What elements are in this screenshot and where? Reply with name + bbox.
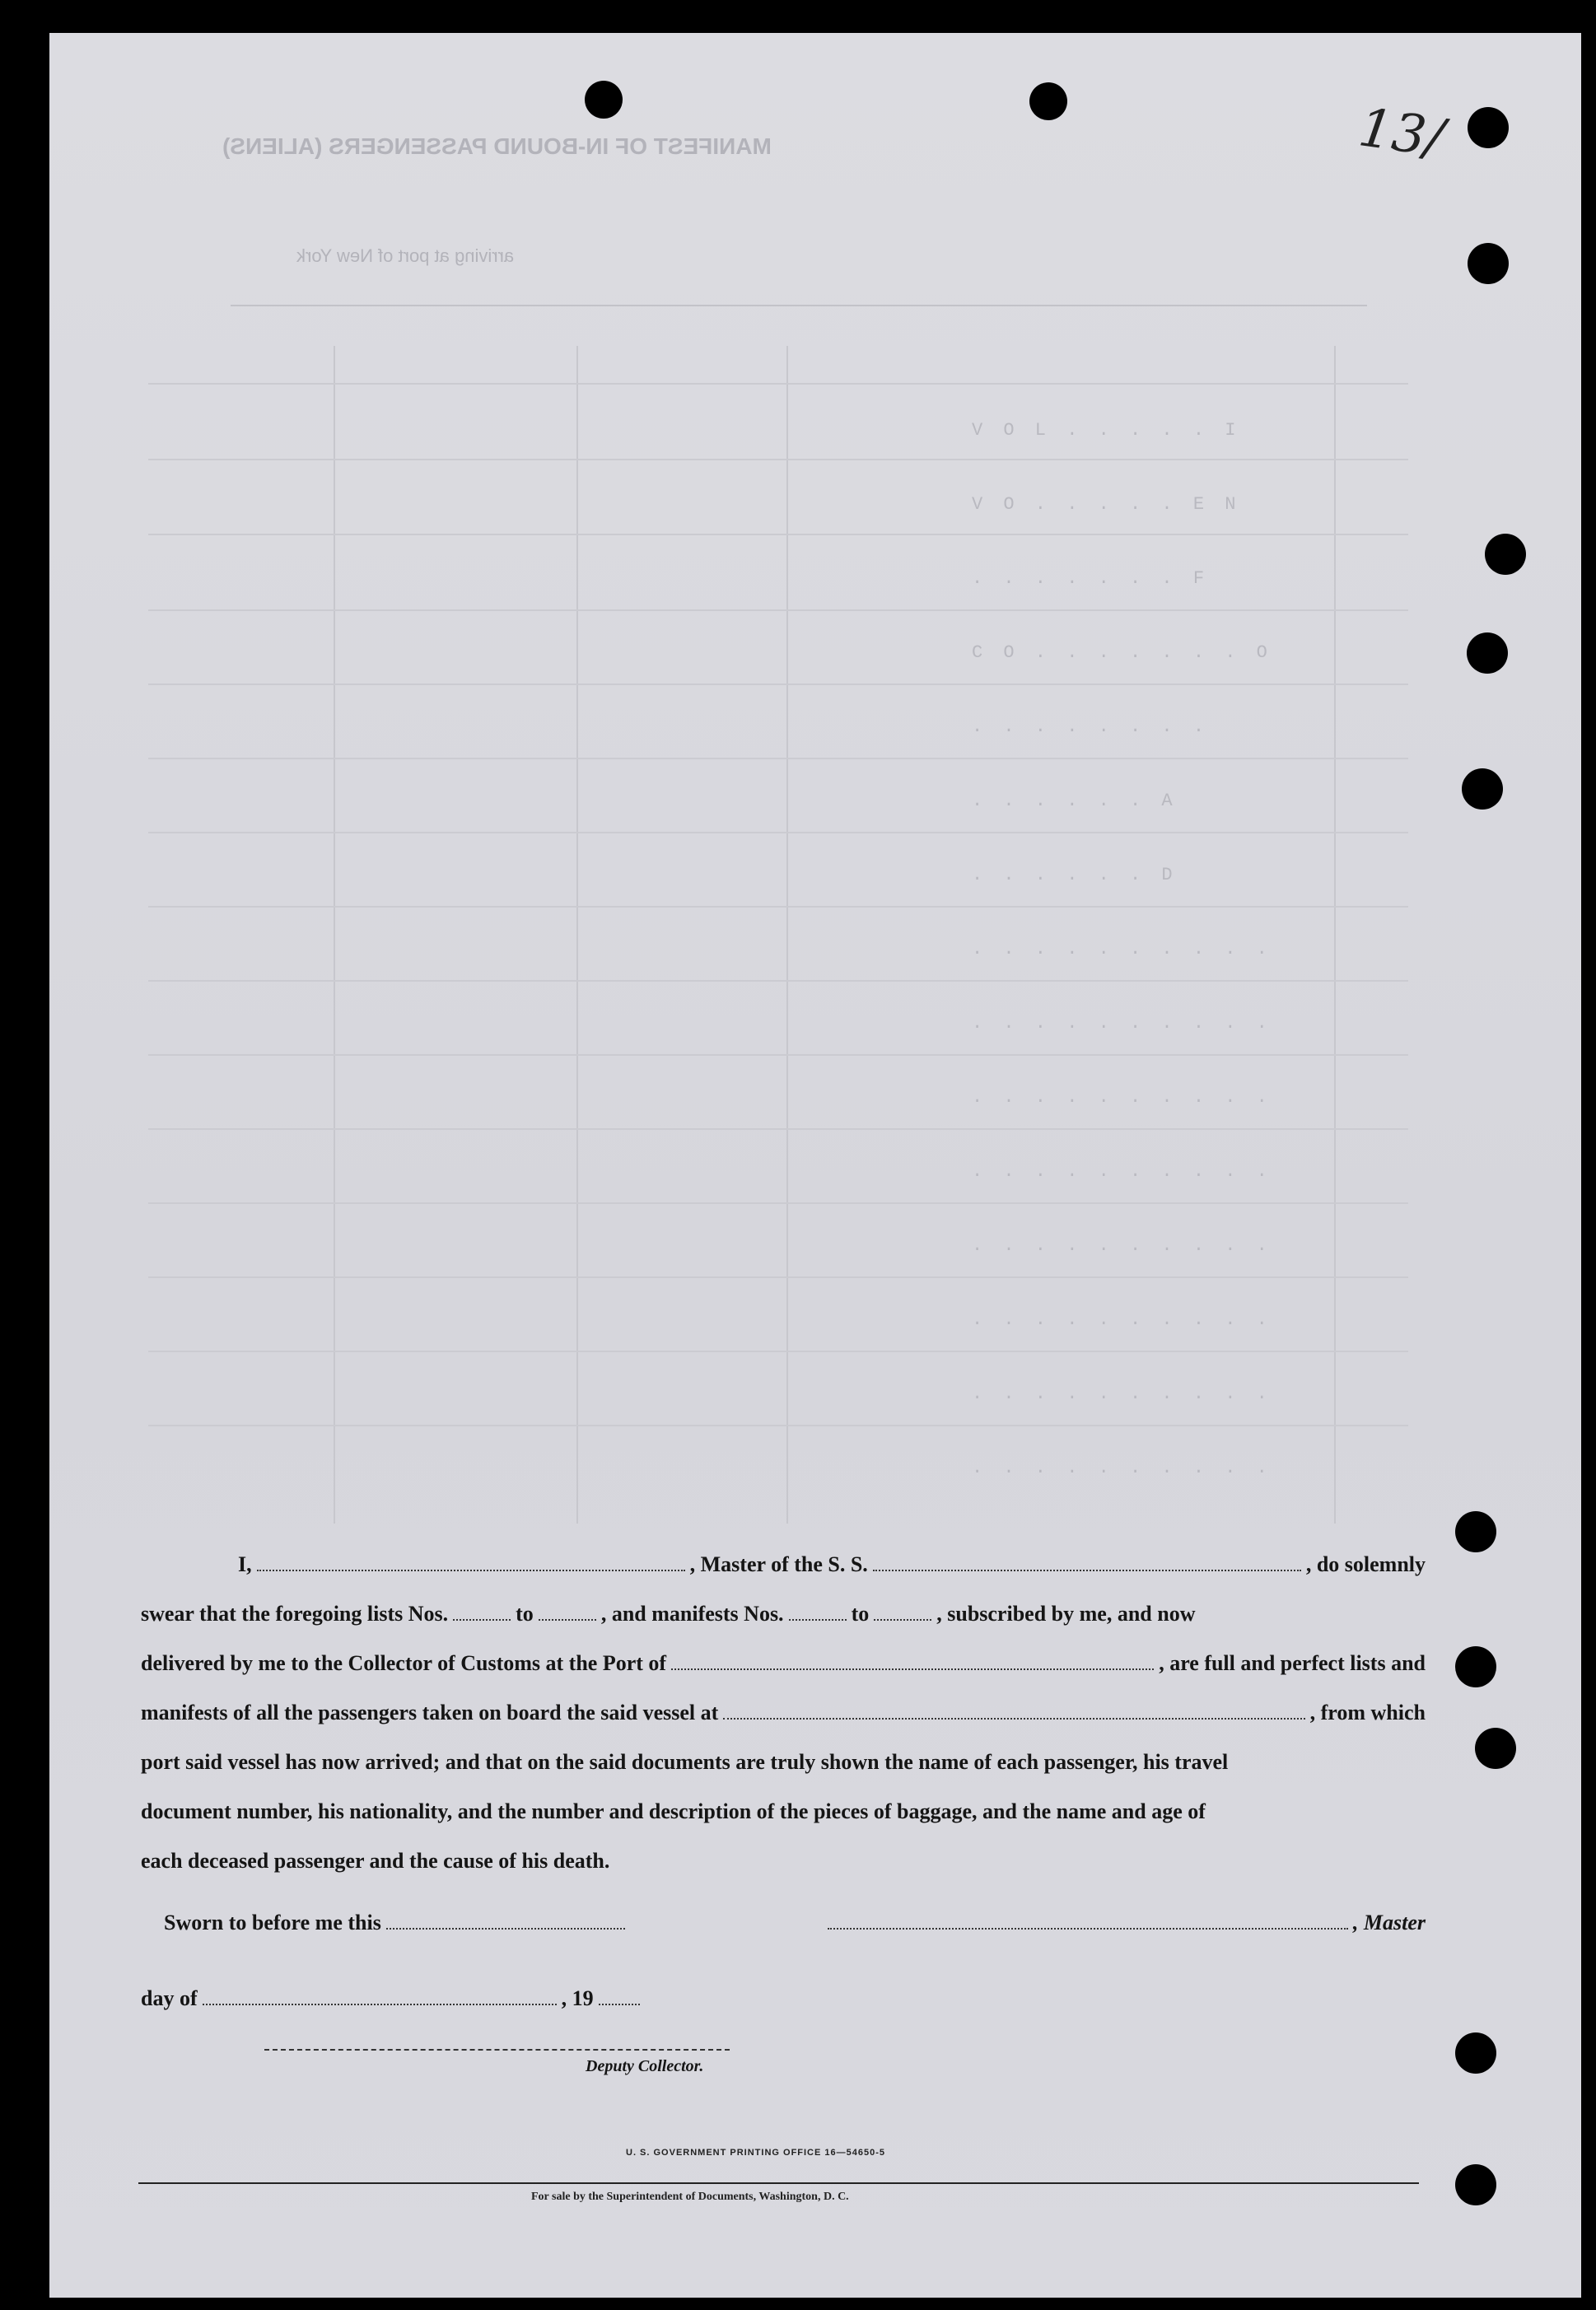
punch-hole [1462, 768, 1503, 810]
declaration-line-2 [141, 1602, 1426, 1635]
punch-hole [1467, 632, 1508, 674]
ghost-row-text: . . . . . . . . . . [972, 1087, 1272, 1108]
deputy-signature-line[interactable] [264, 2049, 730, 2051]
ghost-row-line [148, 684, 1408, 685]
declaration-line-6 [141, 1799, 1426, 1832]
declaration-line-5 [141, 1750, 1426, 1783]
ghost-row-text: . . . . . . . . . . [972, 1384, 1272, 1404]
master-label: , Master [1352, 1911, 1426, 1934]
ghost-row-line [148, 758, 1408, 759]
ghost-row-text: V O L . . . . . I [972, 420, 1241, 441]
declaration-i: I, [238, 1552, 252, 1576]
punch-hole [1029, 82, 1067, 120]
year-field[interactable] [599, 1987, 640, 2005]
manifests-to-field[interactable] [874, 1603, 931, 1621]
punch-hole [1475, 1728, 1516, 1769]
punch-hole [1468, 107, 1509, 148]
ghost-header-arriving: arriving at port of New York [296, 245, 515, 266]
ghost-row-line [148, 534, 1408, 535]
ghost-row-line [148, 1202, 1408, 1204]
ghost-column-line [334, 346, 335, 1524]
deputy-collector-label: Deputy Collector. [586, 2057, 704, 2075]
lists-from-field[interactable] [453, 1603, 511, 1621]
punch-hole [585, 81, 623, 119]
declaration-text-7: each deceased passenger and the cause of his death. [141, 1849, 610, 1873]
ghost-row-text: C O . . . . . . . O [972, 642, 1272, 663]
master-name-field[interactable] [257, 1553, 685, 1571]
ghost-column-line [786, 346, 788, 1524]
ghost-row-text: . . . . . . . . . . [972, 1458, 1272, 1478]
ghost-row-line [148, 459, 1408, 460]
ghost-row-line [148, 1351, 1408, 1352]
sale-note: For sale by the Superintendent of Documents, Washington, D. C. [531, 2191, 849, 2203]
ghost-row-text: . . . . . . A [972, 791, 1178, 811]
ghost-column-line [576, 346, 578, 1524]
port-field[interactable] [671, 1652, 1154, 1670]
ghost-row-line [148, 906, 1408, 908]
declaration-text-6: document number, his nationality, and the number and description of the pieces of baggage, and the name and age of [141, 1799, 1206, 1823]
ghost-row-line [148, 609, 1408, 611]
declaration-full-perfect: , are full and perfect lists and [1159, 1651, 1426, 1675]
declaration-master-of: , Master of the S. S. [689, 1552, 868, 1576]
ghost-row-line [148, 383, 1408, 385]
ghost-row-line [148, 1128, 1408, 1130]
declaration-to-1: to [516, 1602, 534, 1626]
ghost-row-line [148, 1425, 1408, 1426]
declaration-line-3 [141, 1651, 1426, 1684]
declaration-line-4 [141, 1701, 1426, 1734]
declaration-manifests-nos: , and manifests Nos. [600, 1602, 784, 1626]
printing-office-note: U. S. GOVERNMENT PRINTING OFFICE 16—54650-5 [626, 2148, 886, 2158]
ghost-row-text: . . . . . . D [972, 865, 1178, 885]
ghost-row-text: . . . . . . . . . . [972, 1309, 1272, 1330]
vessel-name-field[interactable] [873, 1553, 1301, 1571]
ghost-row-text: . . . . . . . . . . [972, 1013, 1272, 1034]
declaration-from-which: , from which [1309, 1701, 1426, 1724]
punch-hole [1455, 2164, 1496, 2205]
punch-hole [1455, 2032, 1496, 2074]
embark-port-field[interactable] [723, 1701, 1304, 1720]
ghost-row-text: . . . . . . . F [972, 568, 1210, 589]
declaration-subscribed: , subscribed by me, and now [936, 1602, 1196, 1626]
sworn-block [141, 1911, 1426, 2158]
ghost-row-text: V O . . . . . E N [972, 494, 1241, 515]
declaration-to-2: to [851, 1602, 870, 1626]
ghost-row-text: . . . . . . . . . . [972, 939, 1272, 959]
day-of-label: day of [141, 1986, 198, 2010]
punch-hole [1455, 1646, 1496, 1687]
manifest-page [49, 33, 1581, 2298]
punch-hole [1455, 1511, 1496, 1552]
ghost-row-line [148, 980, 1408, 982]
ghost-row-line [148, 832, 1408, 833]
ghost-row-text: . . . . . . . . [972, 716, 1210, 737]
page-mark: 13/ [1355, 97, 1448, 170]
punch-hole [1468, 243, 1509, 284]
day-month-field[interactable] [203, 1987, 557, 2005]
sworn-date-field[interactable] [386, 1911, 625, 1930]
day-line [141, 1986, 1426, 2019]
footer-rule [138, 2182, 1419, 2184]
sworn-line [141, 1911, 1426, 1944]
lists-to-field[interactable] [539, 1603, 596, 1621]
master-signature-field[interactable] [828, 1911, 1348, 1930]
declaration-block [141, 1552, 1426, 1915]
declaration-vessel-at: manifests of all the passengers taken on board the said vessel at [141, 1701, 719, 1724]
ghost-column-line [1334, 346, 1336, 1524]
ghost-row-text: . . . . . . . . . . [972, 1235, 1272, 1256]
ghost-row-line [148, 1054, 1408, 1056]
declaration-line-7 [141, 1849, 1426, 1882]
manifests-from-field[interactable] [789, 1603, 847, 1621]
ghost-header-title: MANIFEST OF IN-BOUND PASSENGERS (ALIENS) [222, 133, 772, 159]
sworn-label: Sworn to before me this [164, 1911, 381, 1934]
declaration-port-of: delivered by me to the Collector of Customs at the Port of [141, 1651, 667, 1675]
declaration-line-1 [141, 1552, 1426, 1585]
declaration-lists-nos: swear that the foregoing lists Nos. [141, 1602, 449, 1626]
ghost-row-text: . . . . . . . . . . [972, 1161, 1272, 1182]
declaration-text-5: port said vessel has now arrived; and that on the said documents are truly shown the name of each passenger, his travel [141, 1750, 1229, 1774]
punch-hole [1485, 534, 1526, 575]
ghost-row-line [148, 1276, 1408, 1278]
year-label: , 19 [561, 1986, 594, 2010]
ghost-rule [231, 305, 1367, 306]
declaration-solemnly: , do solemnly [1305, 1552, 1426, 1576]
